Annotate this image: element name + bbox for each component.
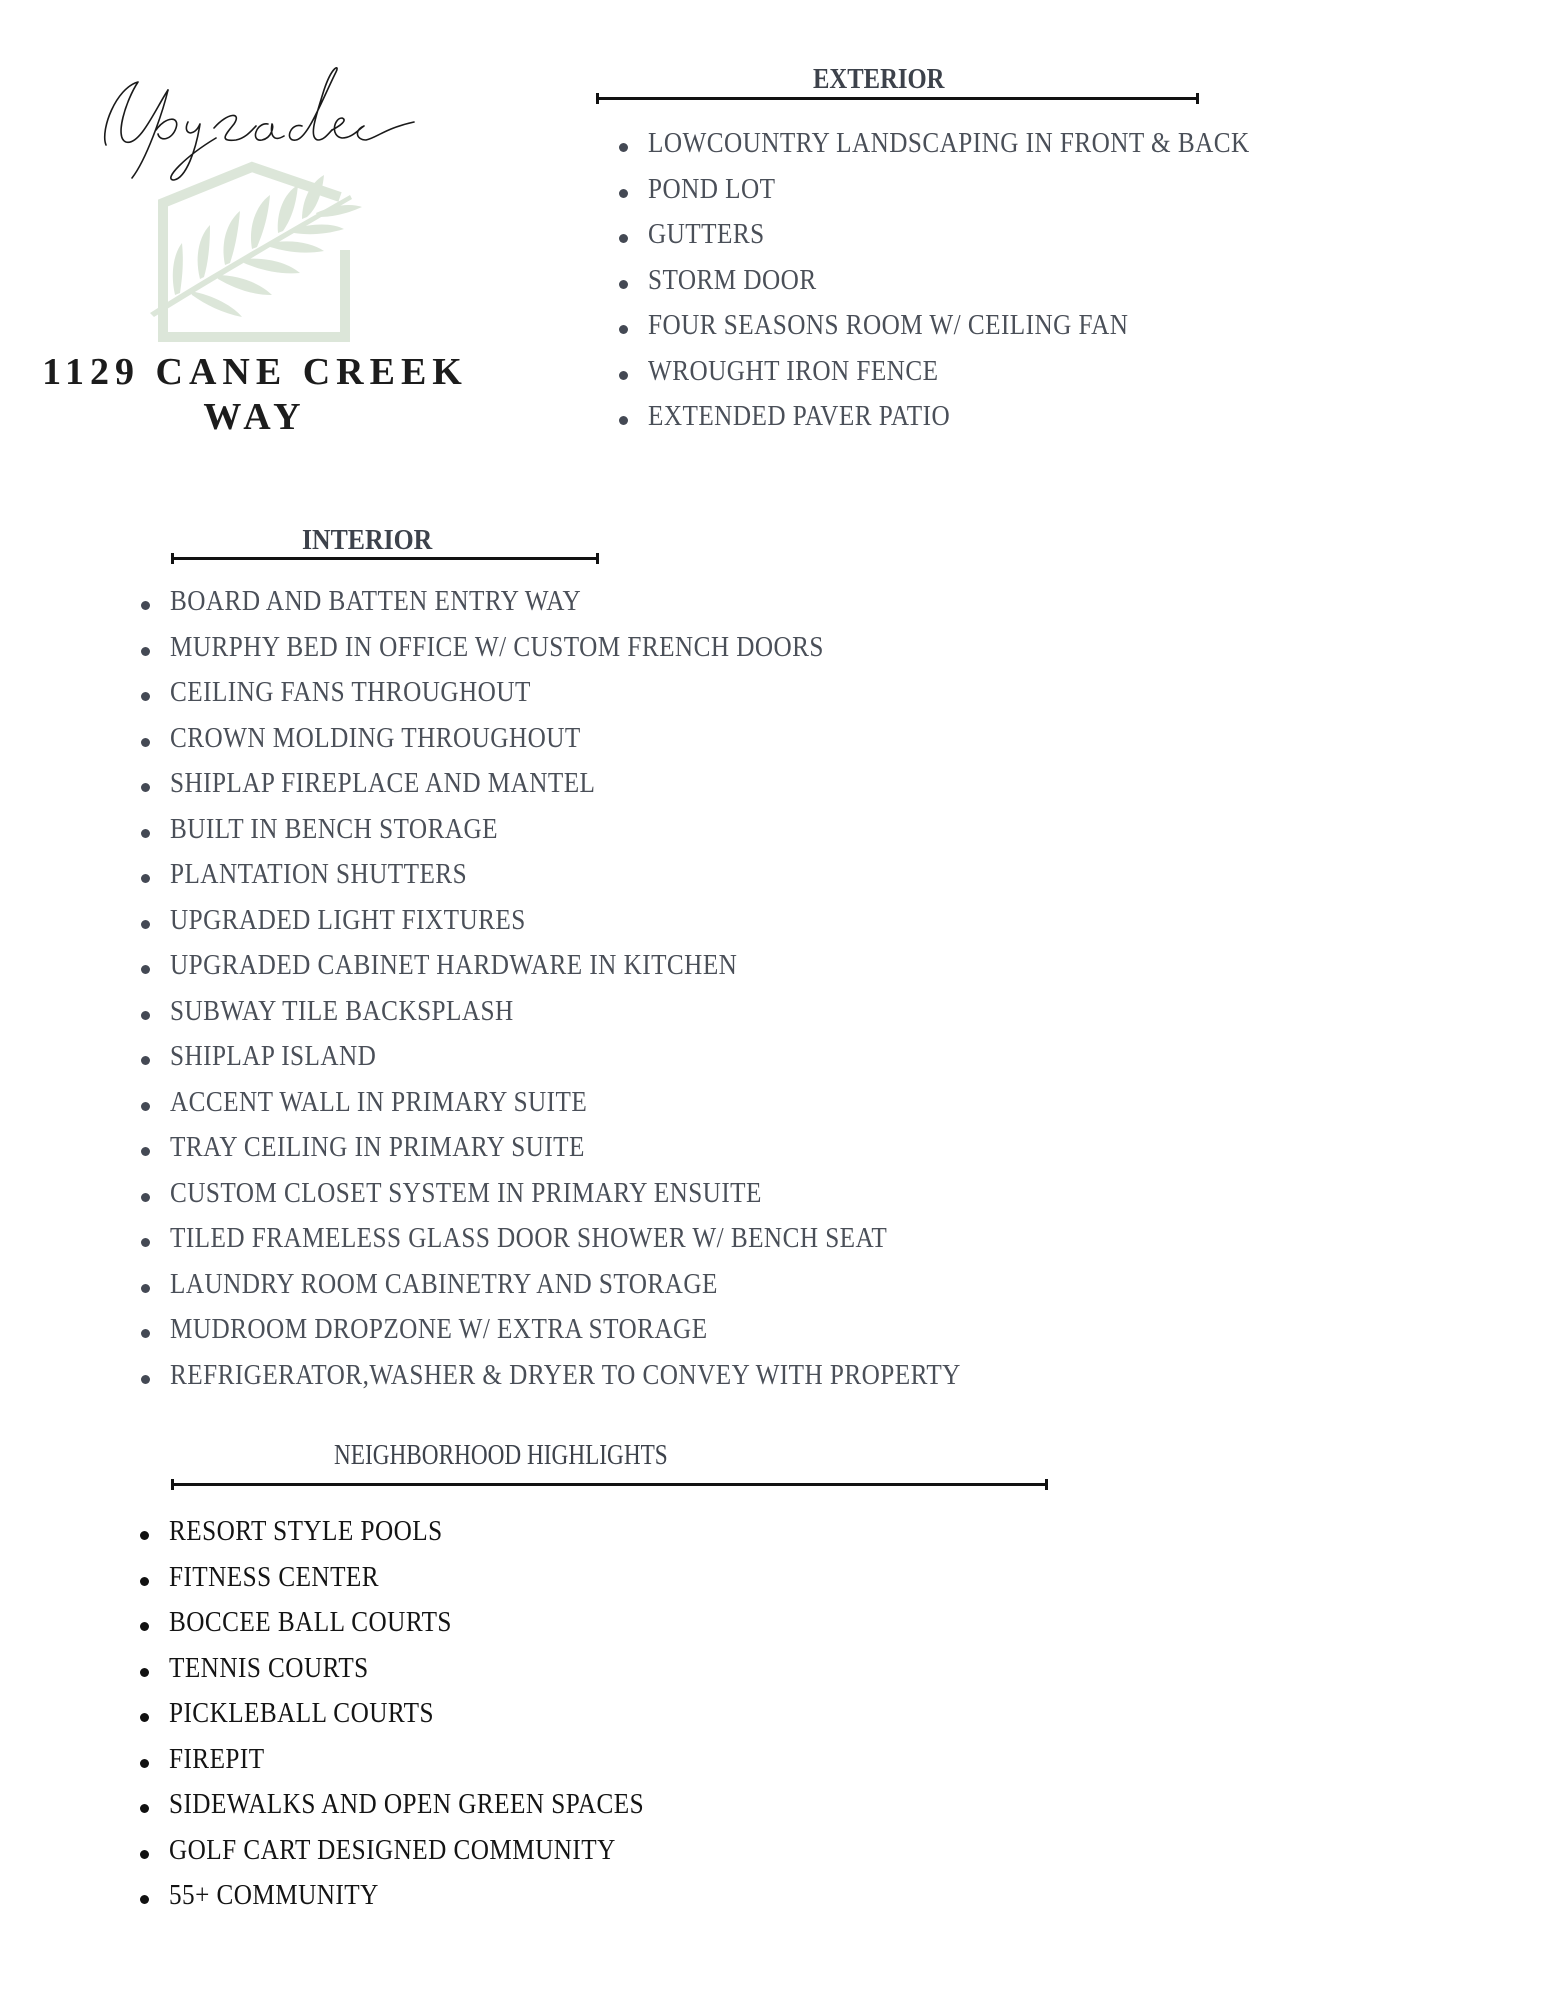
bullet-icon <box>140 1850 149 1859</box>
bullet-icon <box>141 1329 150 1338</box>
bullet-icon <box>141 1147 150 1156</box>
bullet-icon <box>140 1577 149 1586</box>
bullet-icon <box>619 280 628 289</box>
property-address <box>30 350 480 440</box>
interior-divider <box>171 557 599 560</box>
bullet-icon <box>141 829 150 838</box>
address-line-2: WAY <box>203 396 307 438</box>
exterior-divider <box>596 97 1199 100</box>
bullet-icon <box>619 371 628 380</box>
bullet-icon <box>140 1895 149 1904</box>
bullet-icon <box>141 1102 150 1111</box>
interior-heading: INTERIOR <box>302 525 433 556</box>
address-line-1: 1129 CANE CREEK <box>42 351 468 393</box>
bullet-icon <box>141 874 150 883</box>
bullet-icon <box>141 1056 150 1065</box>
bullet-icon <box>141 1284 150 1293</box>
bullet-icon <box>141 738 150 747</box>
bullet-icon <box>619 234 628 243</box>
bullet-icon <box>141 1193 150 1202</box>
bullet-icon <box>141 1011 150 1020</box>
house-palm-logo <box>130 155 370 350</box>
bullet-icon <box>141 920 150 929</box>
bullet-icon <box>141 647 150 656</box>
bullet-icon <box>141 601 150 610</box>
bullet-icon <box>141 965 150 974</box>
bullet-icon <box>140 1668 149 1677</box>
bullet-icon <box>619 143 628 152</box>
bullet-icon <box>140 1531 149 1540</box>
bullet-icon <box>140 1622 149 1631</box>
bullet-icon <box>141 1238 150 1247</box>
neighborhood-divider <box>171 1483 1048 1486</box>
exterior-heading: EXTERIOR <box>813 64 945 95</box>
neighborhood-heading: NEIGHBORHOOD HIGHLIGHTS <box>334 1440 668 1471</box>
bullet-icon <box>140 1759 149 1768</box>
bullet-icon <box>141 783 150 792</box>
bullet-icon <box>141 692 150 701</box>
bullet-icon <box>619 416 628 425</box>
bullet-icon <box>140 1713 149 1722</box>
bullet-icon <box>619 189 628 198</box>
bullet-icon <box>140 1804 149 1813</box>
bullet-icon <box>619 325 628 334</box>
bullet-icon <box>141 1375 150 1384</box>
